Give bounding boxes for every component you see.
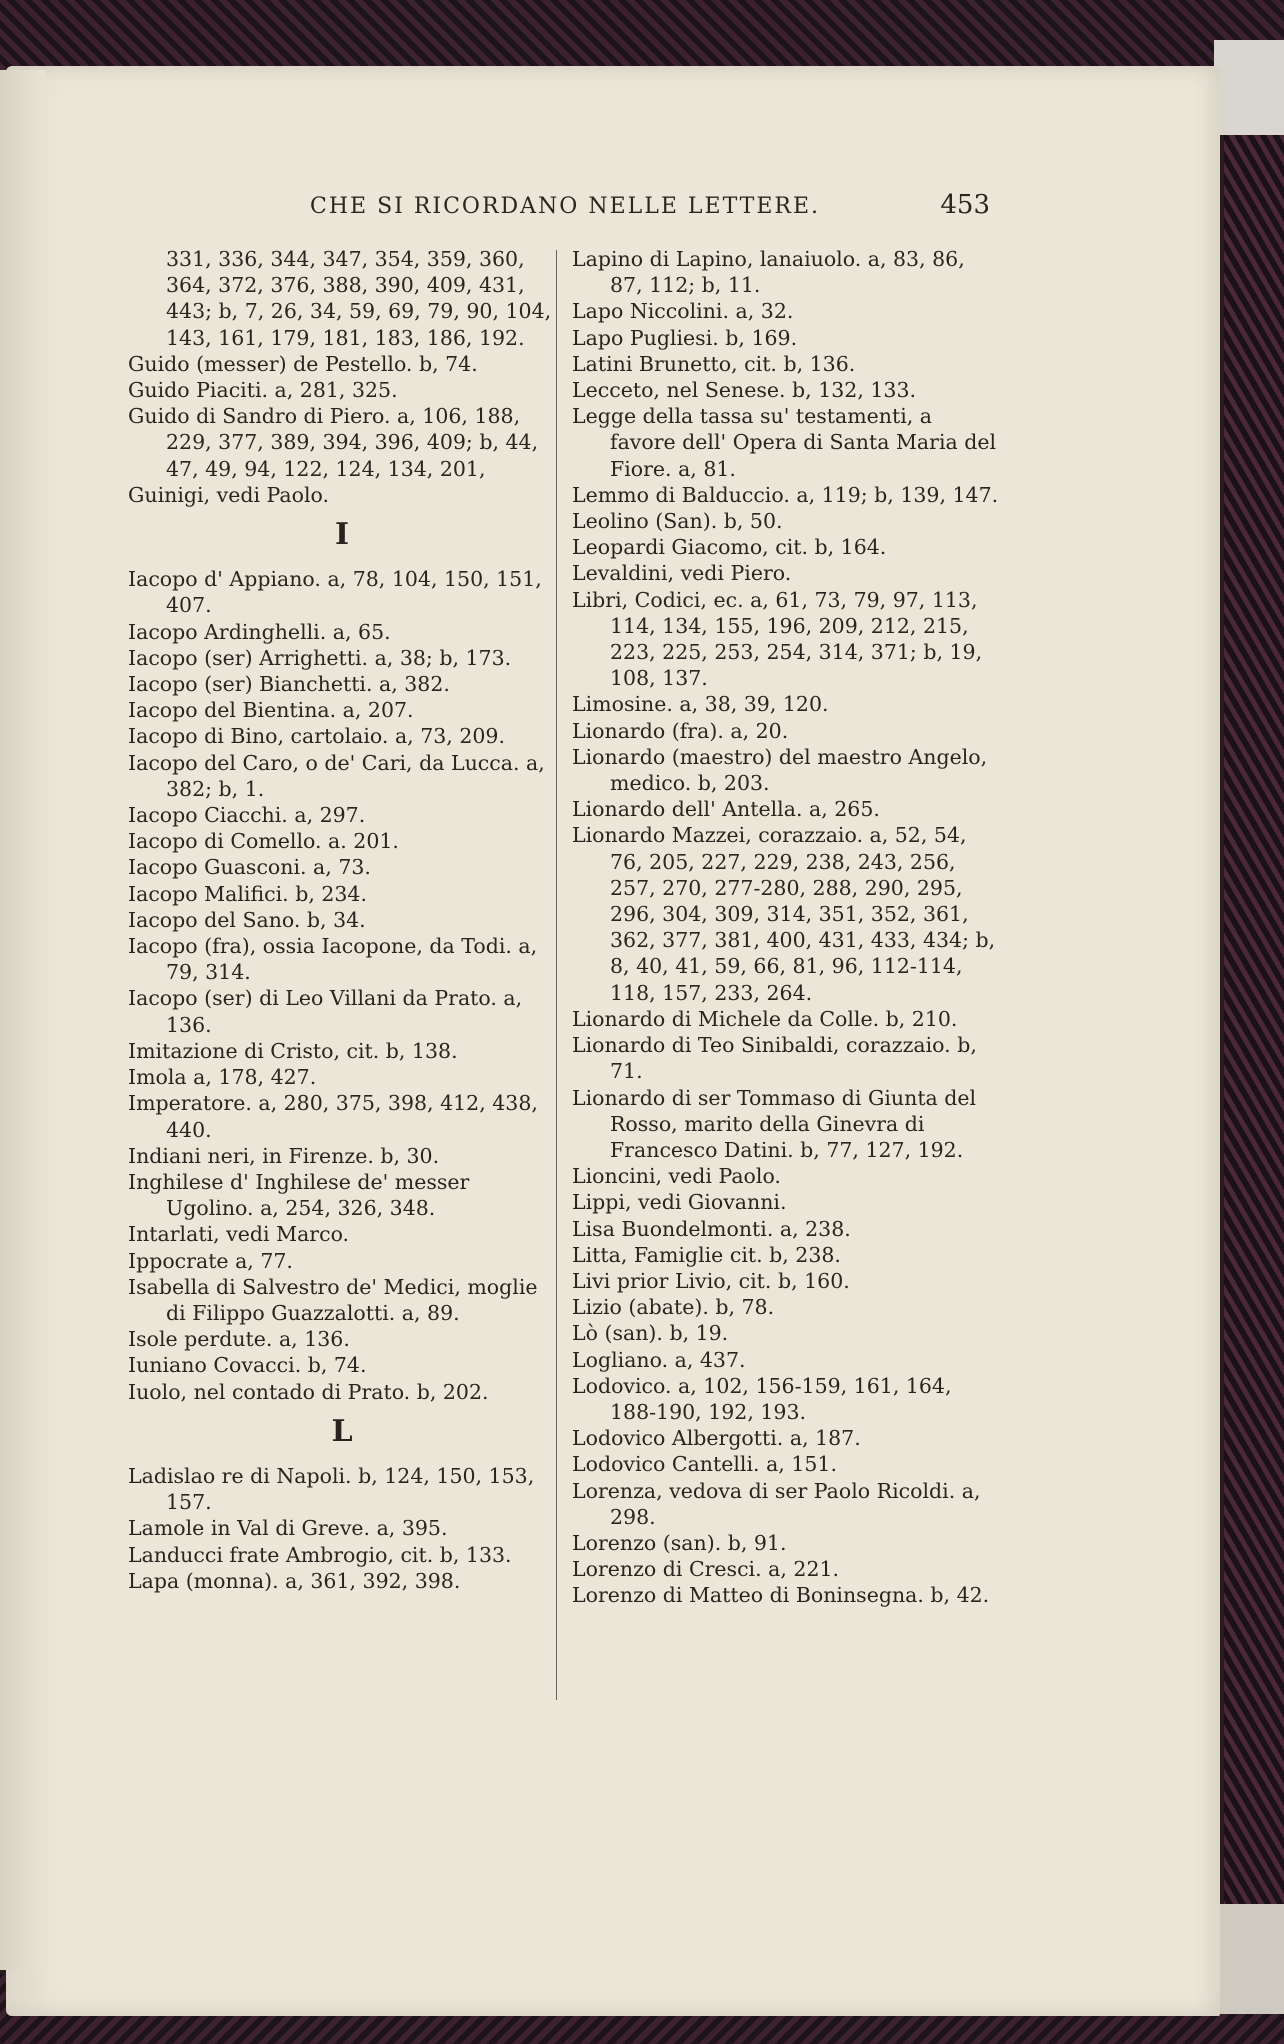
index-column-right: [572, 246, 1002, 1609]
index-entry: Iacopo del Bientina. a, 207.: [128, 698, 414, 723]
index-entry: Guido di Sandro di Piero. a, 106, 188, 229, 377, 389, 394, 396, 409; b, 44, 47, 49, 94, 122, 124, 134, 201,: [128, 404, 539, 481]
index-entry: Livi prior Livio, cit. b, 160.: [572, 1268, 850, 1293]
index-entry: Legge della tassa su' testamenti, a favore dell' Opera di Santa Maria del Fiore. a, 81.: [572, 404, 997, 481]
index-entry: Lorenzo (san). b, 91.: [572, 1530, 787, 1555]
index-entry: Iacopo Guasconi. a, 73.: [128, 855, 371, 880]
index-entry: Limosine. a, 38, 39, 120.: [572, 692, 829, 717]
index-entry: Landucci frate Ambrogio, cit. b, 133.: [128, 1542, 512, 1567]
index-entry: Lizio (abate). b, 78.: [572, 1295, 775, 1320]
index-entry: Inghilese d' Inghilese de' messer Ugolino. a, 254, 326, 348.: [128, 1169, 470, 1221]
index-entry: Litta, Famiglie cit. b, 238.: [572, 1242, 841, 1267]
index-entry: Leopardi Giacomo, cit. b, 164.: [572, 535, 887, 560]
index-entry: Lionardo di ser Tommaso di Giunta del Rosso, marito della Ginevra di Francesco Datini. b, 77, 127, 192.: [572, 1085, 977, 1162]
index-entry: Iacopo d' Appiano. a, 78, 104, 150, 151, 407.: [128, 567, 542, 618]
index-entry: 331, 336, 344, 347, 354, 359, 360, 364, 372, 376, 388, 390, 409, 431, 443; b, 7, 26, 34, 59, 69, 79, 90, 104, 143, 161, 179, 181, 183, 186, 192.: [166, 247, 552, 350]
section-letter-i: I: [334, 517, 350, 553]
index-entry: Lecceto, nel Senese. b, 132, 133.: [572, 378, 917, 403]
index-entry: Lionardo di Teo Sinibaldi, corazzaio. b, 71.: [572, 1033, 977, 1084]
index-entry: Ladislao re di Napoli. b, 124, 150, 153, 157.: [128, 1463, 535, 1515]
index-entry: Lapino di Lapino, lanaiuolo. a, 83, 86, 87, 112; b, 11.: [572, 247, 965, 298]
index-entry: Lodovico Albergotti. a, 187.: [572, 1426, 861, 1451]
index-entry: Levaldini, vedi Piero.: [572, 561, 792, 586]
index-entry: Iuolo, nel contado di Prato. b, 202.: [128, 1379, 489, 1404]
index-entry: Imola a, 178, 427.: [128, 1065, 317, 1090]
cover-corner-top-right: [1214, 40, 1284, 135]
index-entry: Lionardo (fra). a, 20.: [572, 718, 789, 743]
index-entry: Ippocrate a, 77.: [128, 1248, 293, 1273]
index-entry: Latini Brunetto, cit. b, 136.: [572, 351, 856, 376]
index-entry: Lodovico. a, 102, 156-159, 161, 164, 188-190, 192, 193.: [572, 1373, 952, 1424]
index-entry: Lionardo dell' Antella. a, 265.: [572, 797, 880, 822]
index-entry: Iacopo (ser) di Leo Villani da Prato. a, 136.: [128, 986, 523, 1037]
index-entry: Iacopo Ardinghelli. a, 65.: [128, 619, 391, 644]
index-entry: Iacopo del Sano. b, 34.: [128, 907, 366, 932]
index-entry: Lapo Niccolini. a, 32.: [572, 299, 794, 324]
index-entry: Lionardo Mazzei, corazzaio. a, 52, 54, 76, 205, 227, 229, 238, 243, 256, 257, 270, 277-280, 288, 290, 295, 296, 304, 309, 314, 351, 352, 361, 362, 377, 381, 400, 431, 433, 434; b, 8, 40, 41, 59, 66, 81, 96, 112-114, 118, 157, 233, 264.: [572, 823, 996, 1005]
index-entry: Guinigi, vedi Paolo.: [128, 482, 330, 507]
index-entry: Isabella di Salvestro de' Medici, moglie di Filippo Guazzalotti. a, 89.: [128, 1274, 538, 1325]
index-entry: Lorenzo di Cresci. a, 221.: [572, 1557, 840, 1582]
index-entry: Logliano. a, 437.: [572, 1347, 746, 1372]
cover-marbled-right: [1224, 40, 1284, 2020]
index-entry: Lapo Pugliesi. b, 169.: [572, 325, 798, 350]
section-letter-l: L: [331, 1413, 353, 1449]
running-title: CHE SI RICORDANO NELLE LETTERE.: [310, 194, 821, 219]
index-entry: Intarlati, vedi Marco.: [128, 1222, 350, 1247]
index-entry: Lioncini, vedi Paolo.: [572, 1164, 781, 1189]
index-entry: Iacopo (ser) Bianchetti. a, 382.: [128, 672, 450, 697]
index-entry: Lodovico Cantelli. a, 151.: [572, 1452, 837, 1477]
index-entry: Libri, Codici, ec. a, 61, 73, 79, 97, 113, 114, 134, 155, 196, 209, 212, 215, 223, 225, 253, 254, 314, 371; b, 19, 108, 137.: [572, 587, 983, 691]
index-entry: Iacopo di Comello. a. 201.: [128, 829, 399, 854]
index-entry: Lippi, vedi Giovanni.: [572, 1190, 787, 1215]
index-entry: Lò (san). b, 19.: [572, 1321, 729, 1346]
index-entry: Iacopo Malifici. b, 234.: [128, 881, 367, 906]
index-entry: Iuniano Covacci. b, 74.: [128, 1353, 367, 1378]
index-entry: Imperatore. a, 280, 375, 398, 412, 438, 440.: [128, 1091, 538, 1142]
index-entry: Guido (messer) de Pestello. b, 74.: [128, 351, 478, 376]
index-entry: Lionardo di Michele da Colle. b, 210.: [572, 1006, 958, 1031]
page-number: 453: [940, 190, 990, 220]
column-rule: [556, 250, 557, 1700]
index-column-left: [128, 246, 556, 1594]
index-entry: Lorenzo di Matteo di Boninsegna. b, 42.: [572, 1583, 990, 1608]
facing-page-edge: [0, 70, 45, 1970]
index-entry: Iacopo (fra), ossia Iacopone, da Todi. a, 79, 314.: [128, 934, 538, 985]
index-entry: Lionardo (maestro) del maestro Angelo, medico. b, 203.: [572, 744, 988, 796]
index-entry: Iacopo di Bino, cartolaio. a, 73, 209.: [128, 724, 505, 749]
index-entry: Iacopo Ciacchi. a, 297.: [128, 803, 366, 828]
index-entry: Lapa (monna). a, 361, 392, 398.: [128, 1568, 461, 1593]
index-entry: Lisa Buondelmonti. a, 238.: [572, 1216, 851, 1241]
page-header: [310, 190, 990, 226]
index-entry: Leolino (San). b, 50.: [572, 509, 783, 534]
index-entry: Iacopo del Caro, o de' Cari, da Lucca. a, 382; b, 1.: [128, 750, 545, 801]
index-entry: Isole perdute. a, 136.: [128, 1327, 350, 1352]
index-entry: Lemmo di Balduccio. a, 119; b, 139, 147.: [572, 482, 999, 507]
index-entry: Indiani neri, in Firenze. b, 30.: [128, 1143, 440, 1168]
index-entry: Lorenza, vedova di ser Paolo Ricoldi. a, 298.: [572, 1478, 981, 1529]
index-entry: Guido Piaciti. a, 281, 325.: [128, 378, 398, 403]
index-entry: Lamole in Val di Greve. a, 395.: [128, 1516, 448, 1541]
index-entry: Imitazione di Cristo, cit. b, 138.: [128, 1038, 458, 1063]
cover-marbled-top: [0, 0, 1284, 70]
index-entry: Iacopo (ser) Arrighetti. a, 38; b, 173.: [128, 645, 512, 670]
